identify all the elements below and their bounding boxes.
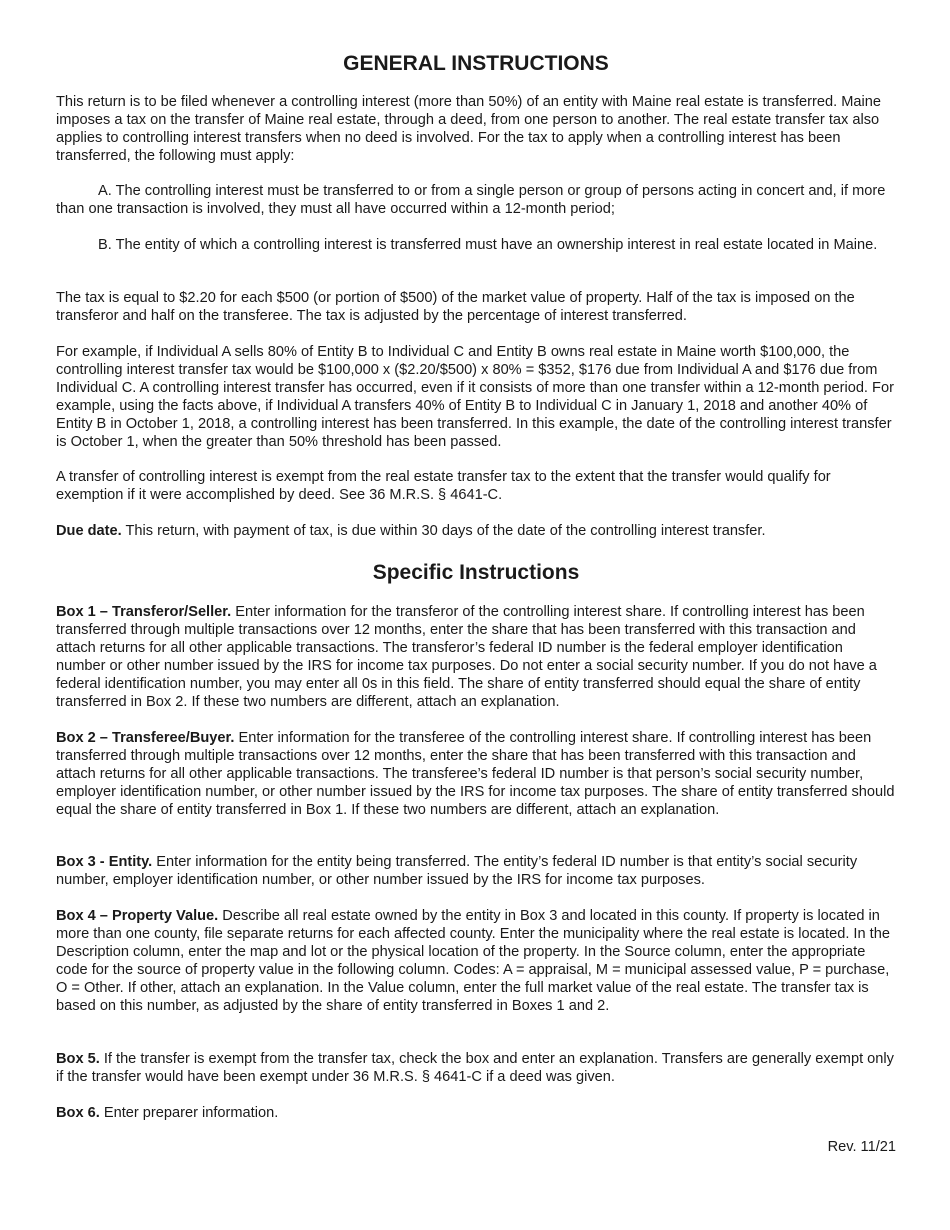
box4-text: Describe all real estate owned by the entity in Box 3 and located in this county. If property is located in more than one county, file separate returns for each affected county. Enter the municipality where the real estate is located. In the Description column, enter the map and lot or the physical location of the property. In the Source column, enter the appropriate code for the source of property value in the following column. Codes: A = appraisal, M = municipal assessed value, P = purchase, O = Other. If other, attach an explanation. In the Value column, enter the full market value of the real estate. The transfer tax is based on this number, as adjusted by the share of entity transferred in Boxes 1 and 2. xyxy=(56,908,890,1014)
box4-label: Box 4 – Property Value. xyxy=(56,908,219,924)
general-instructions-title: GENERAL INSTRUCTIONS xyxy=(343,52,609,75)
exemption-paragraph: A transfer of controlling interest is exempt from the real estate transfer tax to the extent that the transfer would qualify for exemption if it were accomplished by deed. See 36 M.R.S. § 4641-C. xyxy=(56,469,831,503)
due-date-text: This return, with payment of tax, is due within 30 days of the date of the controlling interest transfer. xyxy=(121,523,766,539)
box4-paragraph xyxy=(56,908,896,1015)
revision-date: Rev. 11/21 xyxy=(827,1139,896,1155)
specific-instructions-title: Specific Instructions xyxy=(372,561,580,584)
box2-paragraph xyxy=(56,730,896,820)
tax-rate-paragraph: The tax is equal to $2.20 for each $500 (or portion of $500) of the market value of property. Half of the tax is imposed on the transferor and half on the transferee. The tax is adjusted by the percentage of interest transferred. xyxy=(56,290,855,324)
due-date-label: Due date. xyxy=(56,523,122,539)
box5-label: Box 5. xyxy=(56,1051,100,1067)
box6-label: Box 6. xyxy=(56,1105,100,1121)
box3-text: Enter information for the entity being transferred. The entity’s federal ID number is that entity’s social security number, employer identification number, or other number issued by the IRS for income tax purposes. xyxy=(56,854,858,888)
box1-paragraph xyxy=(56,604,896,711)
condition-a: A. The controlling interest must be transferred to or from a single person or group of persons acting in concert and, if more than one transaction is involved, they must all have occurred within a 12-month period; xyxy=(56,183,886,217)
condition-b: B. The entity of which a controlling interest is transferred must have an ownership interest in real estate located in Maine. xyxy=(98,237,878,253)
example-paragraph: For example, if Individual A sells 80% of Entity B to Individual C and Entity B owns real estate in Maine worth $100,000, the controlling interest transfer tax would be $100,000 x ($2.20/$500) x 80% = $352, $176 due from Individual A and $176 due from Individual C. A controlling interest transfer has occurred, even if it consists of more than one transfer within a 12-month period. For example, using the facts above, if Individual A transfers 40% of Entity B to Individual C in January 1, 2018 and another 40% of Entity B in October 1, 2018, a controlling interest has been transferred. In this example, the date of the controlling interest transfer is October 1, when the greater than 50% threshold has been passed. xyxy=(56,344,894,450)
intro-paragraph: This return is to be filed whenever a controlling interest (more than 50%) of an entity with Maine real estate is transferred. Maine imposes a tax on the transfer of Maine real estate, through a deed, from one person to another. The real estate transfer tax also applies to controlling interest transfers when no deed is involved. For the tax to apply when a controlling interest has been transferred, the following must apply: xyxy=(56,94,881,164)
box1-label: Box 1 – Transferor/Seller. xyxy=(56,604,232,620)
box5-text: If the transfer is exempt from the transfer tax, check the box and enter an explanation. Transfers are generally exempt only if the transfer would have been exempt under 36 M.R.S. § 4641-C if a deed was given. xyxy=(56,1051,894,1085)
box1-text: Enter information for the transferor of the controlling interest share. If controlling interest has been transferred through multiple transactions over 12 months, enter the share that has been transferred with this transaction and attach returns for all other applicable transactions. The transferor’s federal ID number is the federal employer identification number or other number issued by the IRS for income tax purposes. Do not enter a social security number. If you do not have a federal identification number, you may enter all 0s in this field. The share of entity transferred should equal the share of entity transferred in Box 2. If these two numbers are different, attach an explanation. xyxy=(56,604,877,710)
box6-paragraph xyxy=(56,1105,896,1123)
box5-paragraph xyxy=(56,1051,896,1087)
box2-text: Enter information for the transferee of the controlling interest share. If controlling interest has been transferred through multiple transactions over 12 months, enter the share that has been transferred with this transaction and attach returns for all other applicable transactions. The transferee’s federal ID number is that person’s social security number, employer identification number, or other number issued by the IRS for income tax purposes. The share of entity transferred should equal the share of entity transferred in Box 1. If these two numbers are different, attach an explanation. xyxy=(56,730,895,818)
box3-label: Box 3 - Entity. xyxy=(56,854,153,870)
box3-paragraph xyxy=(56,854,896,890)
box2-label: Box 2 – Transferee/Buyer. xyxy=(56,730,235,746)
due-date-paragraph xyxy=(56,523,896,541)
box6-text: Enter preparer information. xyxy=(99,1105,279,1121)
